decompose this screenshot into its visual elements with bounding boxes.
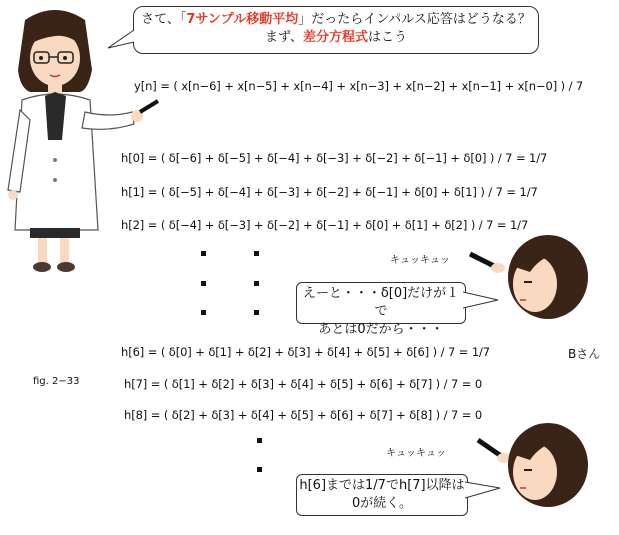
speech-line-2-red: 差分方程式 bbox=[302, 30, 368, 45]
speech-line-1 bbox=[134, 11, 538, 29]
figure-label: fig. 2−33 bbox=[33, 376, 80, 387]
person-b-head-upper bbox=[460, 232, 570, 332]
difference-equation: y[n] = ( x[n−6] + x[n−5] + x[n−4] + x[n−3] + x[n−2] + x[n−1] + x[n−0] ) / 7 bbox=[134, 79, 584, 93]
equation-h2: h[2] = ( δ[−4] + δ[−3] + δ[−2] + δ[−1] + δ[0] + δ[1] + δ[2] ) / 7 = 1/7 bbox=[121, 218, 529, 232]
speech-line-2-b: はこう bbox=[367, 30, 407, 45]
ellipsis-dot bbox=[257, 467, 262, 472]
speech-line-2 bbox=[134, 29, 538, 47]
ellipsis-dot bbox=[201, 310, 206, 315]
ellipsis-dot bbox=[201, 281, 206, 286]
speech-bubble-top-tail bbox=[106, 28, 136, 52]
ellipsis-dot bbox=[201, 251, 206, 256]
equation-h6: h[6] = ( δ[0] + δ[1] + δ[2] + δ[3] + δ[4] + δ[5] + δ[6] ) / 7 = 1/7 bbox=[121, 345, 491, 359]
speech-bubble-bottom-tail bbox=[464, 480, 504, 500]
speech-bubble-top bbox=[133, 6, 539, 54]
speech-line-1-a: さて、「 bbox=[141, 12, 187, 27]
person-b-head-lower bbox=[460, 420, 570, 520]
ellipsis-dot bbox=[257, 438, 262, 443]
equation-h0: h[0] = ( δ[−6] + δ[−5] + δ[−4] + δ[−3] + δ[−2] + δ[−1] + δ[0] ) / 7 = 1/7 bbox=[121, 151, 548, 165]
bubble-mid-line-1: えーと・・・δ[0]だけが１で bbox=[302, 286, 460, 319]
bubble-bottom-line-1: h[6]までは1/7でh[7]以降は bbox=[299, 478, 465, 493]
equation-h7: h[7] = ( δ[1] + δ[2] + δ[3] + δ[4] + δ[5] + δ[6] + δ[7] ) / 7 = 0 bbox=[124, 377, 483, 391]
speech-line-1-red: 7サンプル移動平均 bbox=[186, 12, 299, 27]
speech-line-1-b: 」だったらインパルス応答はどうなる？ bbox=[298, 12, 531, 27]
sound-effect-label-1: キュッキュッ bbox=[390, 255, 450, 266]
speech-bubble-mid-tail bbox=[462, 290, 502, 310]
sound-effect-label-2: キュッキュッ bbox=[386, 448, 446, 459]
bubble-bottom-line-2: 0が続く。 bbox=[351, 496, 412, 511]
speech-bubble-mid bbox=[296, 282, 466, 337]
ellipsis-dot bbox=[254, 310, 259, 315]
speech-bubble-bottom bbox=[296, 474, 468, 516]
bubble-mid-line-2: あとは0だから・・・ bbox=[318, 322, 444, 337]
equation-h8: h[8] = ( δ[2] + δ[3] + δ[4] + δ[5] + δ[6] + δ[7] + δ[8] ) / 7 = 0 bbox=[124, 408, 483, 422]
equation-h1: h[1] = ( δ[−5] + δ[−4] + δ[−3] + δ[−2] + δ[−1] + δ[0] + δ[1] ) / 7 = 1/7 bbox=[121, 185, 538, 199]
ellipsis-dot bbox=[254, 281, 259, 286]
person-b-label: Bさん bbox=[568, 347, 601, 361]
speech-line-2-a: まず、 bbox=[265, 30, 303, 45]
ellipsis-dot bbox=[254, 251, 259, 256]
